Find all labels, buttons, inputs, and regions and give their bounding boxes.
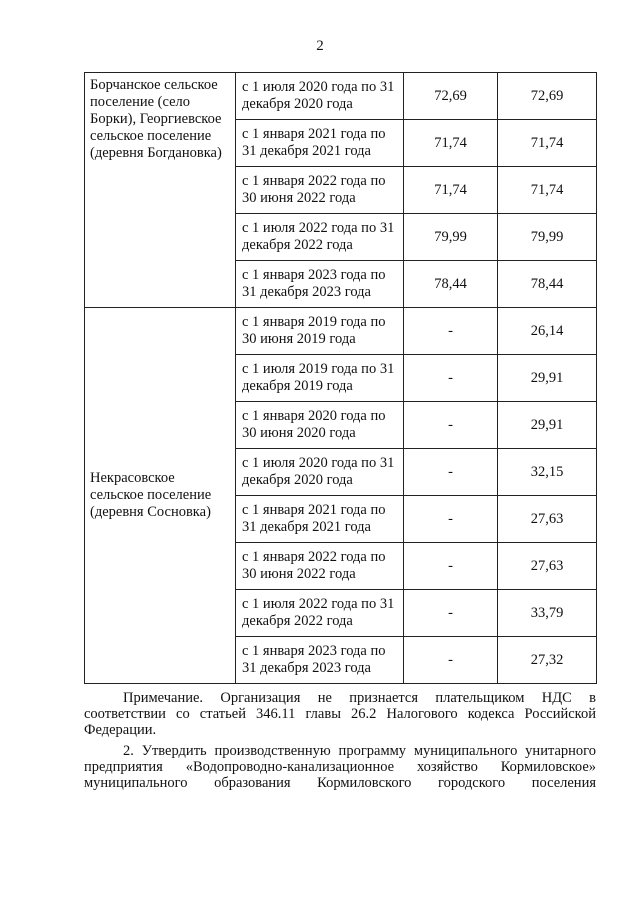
tariff-value-cell-2: 32,15 <box>498 449 597 496</box>
tariff-value-cell-2: 26,14 <box>498 308 597 355</box>
tariff-value-cell-1: - <box>404 449 498 496</box>
resolution-item-2: 2. Утвердить производственную программу муниципального унитарного предприятия «Водопроводно-канализационное хозяйство Кормиловское» муниципального образования Кормиловского городского поселения <box>84 743 596 791</box>
tariff-value-cell-1: - <box>404 402 498 449</box>
tariff-value-cell-1: - <box>404 308 498 355</box>
document-text <box>84 690 596 791</box>
tariff-value-cell-1: 78,44 <box>404 261 498 308</box>
tariff-value-cell-1: 71,74 <box>404 167 498 214</box>
tariff-value-cell-1: - <box>404 590 498 637</box>
period-cell: с 1 января 2022 года по 30 июня 2022 года <box>236 167 404 214</box>
period-cell: с 1 января 2021 года по 31 декабря 2021 года <box>236 496 404 543</box>
table-row <box>85 73 597 120</box>
tariff-value-cell-2: 27,63 <box>498 496 597 543</box>
tariff-value-cell-2: 29,91 <box>498 355 597 402</box>
tariff-value-cell-2: 71,74 <box>498 167 597 214</box>
period-cell: с 1 января 2023 года по 31 декабря 2023 года <box>236 261 404 308</box>
period-cell: с 1 июля 2022 года по 31 декабря 2022 года <box>236 214 404 261</box>
tariff-value-cell-2: 33,79 <box>498 590 597 637</box>
table-row <box>85 308 597 355</box>
period-cell: с 1 июля 2020 года по 31 декабря 2020 года <box>236 449 404 496</box>
territory-cell: Некрасовское сельское поселение (деревня Сосновка) <box>85 308 236 684</box>
period-cell: с 1 июля 2020 года по 31 декабря 2020 года <box>236 73 404 120</box>
tariff-value-cell-2: 27,32 <box>498 637 597 684</box>
period-cell: с 1 января 2019 года по 30 июня 2019 года <box>236 308 404 355</box>
period-cell: с 1 июля 2019 года по 31 декабря 2019 года <box>236 355 404 402</box>
period-cell: с 1 января 2022 года по 30 июня 2022 года <box>236 543 404 590</box>
territory-cell: Борчанское сельское поселение (село Борки), Георгиевское сельское поселение (деревня Богдановка) <box>85 73 236 308</box>
tariff-value-cell-1: 79,99 <box>404 214 498 261</box>
page-number: 2 <box>316 38 324 54</box>
period-cell: с 1 января 2023 года по 31 декабря 2023 года <box>236 637 404 684</box>
tariff-value-cell-1: - <box>404 637 498 684</box>
tariff-value-cell-2: 78,44 <box>498 261 597 308</box>
tariff-table-body <box>85 73 597 684</box>
tariff-value-cell-2: 79,99 <box>498 214 597 261</box>
tariff-value-cell-1: - <box>404 496 498 543</box>
period-cell: с 1 января 2021 года по 31 декабря 2021 года <box>236 120 404 167</box>
tariff-value-cell-2: 72,69 <box>498 73 597 120</box>
tariff-value-cell-1: 71,74 <box>404 120 498 167</box>
tariff-value-cell-1: - <box>404 355 498 402</box>
tariff-value-cell-2: 71,74 <box>498 120 597 167</box>
vat-note: Примечание. Организация не признается плательщиком НДС в соответствии со статьей 346.11 главы 26.2 Налогового кодекса Российской Федерации. <box>84 690 596 738</box>
tariff-value-cell-1: - <box>404 543 498 590</box>
tariff-value-cell-1: 72,69 <box>404 73 498 120</box>
period-cell: с 1 июля 2022 года по 31 декабря 2022 года <box>236 590 404 637</box>
tariff-value-cell-2: 27,63 <box>498 543 597 590</box>
tariff-table <box>84 72 597 684</box>
period-cell: с 1 января 2020 года по 30 июня 2020 года <box>236 402 404 449</box>
tariff-value-cell-2: 29,91 <box>498 402 597 449</box>
